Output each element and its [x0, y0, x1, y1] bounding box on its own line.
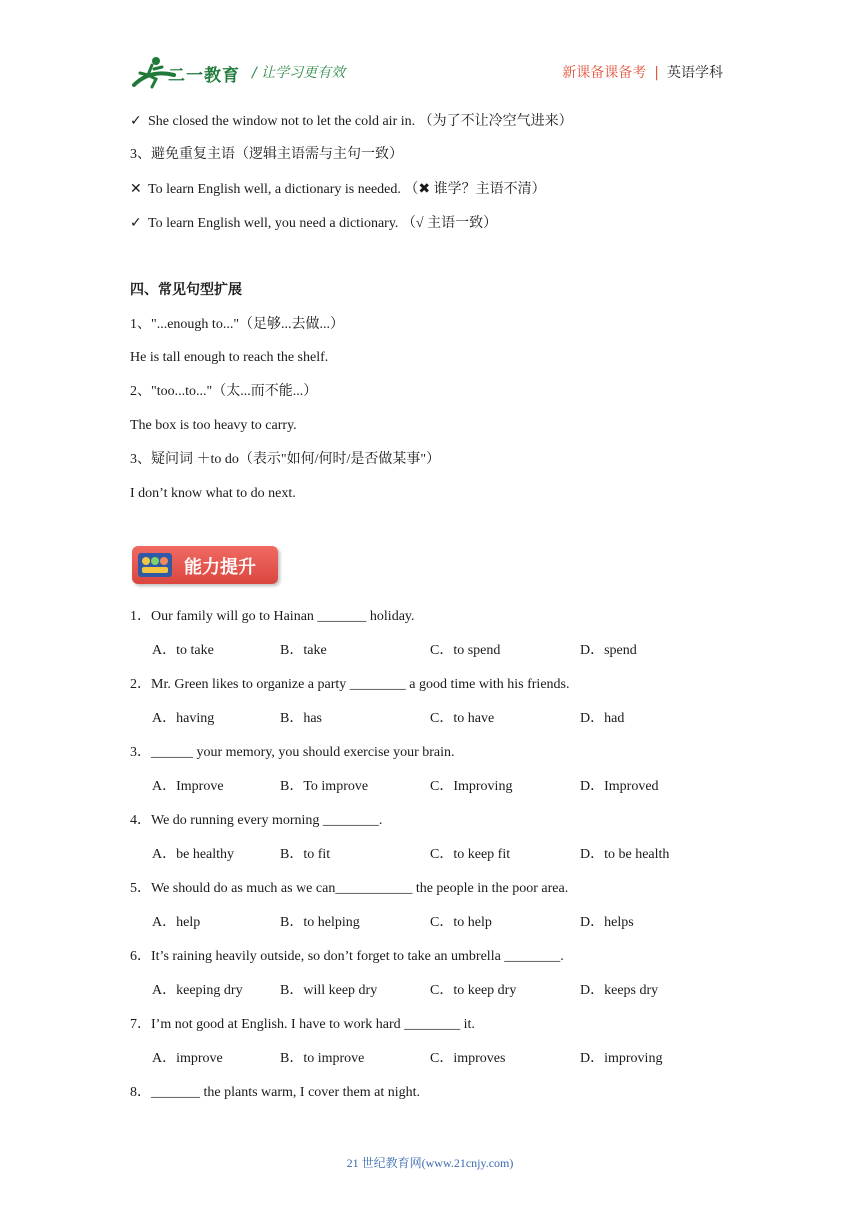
answer-option[interactable]: A．be healthy — [152, 847, 235, 862]
question-stem: 2．Mr. Green likes to organize a party ________ a good time with his friends. — [130, 677, 570, 692]
answer-option[interactable]: D．spend — [580, 643, 637, 658]
answer-option[interactable]: B．To improve — [280, 779, 369, 794]
subject-label: 英语学科 — [667, 65, 723, 81]
page-footer: 21 世纪教育网(www.21cnjy.com) — [346, 1156, 514, 1170]
answer-option[interactable]: A．having — [152, 711, 215, 726]
answer-option[interactable]: D．keeps dry — [580, 983, 659, 998]
answer-option[interactable]: A．improve — [152, 1051, 223, 1066]
answer-option[interactable]: D．had — [580, 711, 625, 726]
answer-option[interactable]: A．Improve — [152, 779, 224, 794]
answer-option[interactable]: A．to take — [152, 643, 214, 658]
example-line: ✓ To learn English well, you need a dictionary. （√ 主语一致） — [130, 215, 498, 231]
answer-option[interactable]: B．has — [280, 711, 322, 726]
check-icon: ✓ — [130, 113, 142, 129]
rule-line: 3、避免重复主语（逻辑主语需与主句一致） — [130, 147, 403, 162]
answer-option[interactable]: C．improves — [430, 1051, 506, 1066]
answer-option[interactable]: B．take — [280, 643, 327, 658]
answer-option[interactable]: D．helps — [580, 915, 634, 930]
question-stem: 6．It’s raining heavily outside, so don’t forget to take an umbrella ________. — [130, 949, 564, 964]
question-stem: 4．We do running every morning ________. — [130, 813, 383, 828]
badge-label: 能力提升 — [184, 557, 256, 578]
header-separator: | — [654, 65, 659, 81]
answer-option[interactable]: A．help — [152, 915, 201, 930]
cross-icon: ✕ — [130, 181, 142, 197]
pattern-line: 1、"...enough to..."（足够...去做...） — [130, 317, 345, 332]
question-stem: 8．_______ the plants warm, I cover them at night. — [130, 1085, 421, 1100]
page-header — [0, 0, 860, 100]
pattern-line: 3、疑问词 ＋to do（表示"如何/何时/是否做某事"） — [130, 452, 441, 467]
ability-badge — [132, 546, 278, 584]
answer-option[interactable]: B．will keep dry — [280, 983, 378, 998]
question-stem: 5．We should do as much as we can___________ the people in the poor area. — [130, 881, 569, 896]
answer-option[interactable]: C．to spend — [430, 643, 501, 658]
section-title: 四、常见句型扩展 — [130, 283, 242, 298]
answer-option[interactable]: D．improving — [580, 1051, 663, 1066]
answer-option[interactable]: C．to keep dry — [430, 983, 517, 998]
example-sentence: He is tall enough to reach the shelf. — [130, 350, 329, 365]
answer-option[interactable]: C．to keep fit — [430, 847, 511, 862]
answer-option[interactable]: B．to fit — [280, 847, 331, 862]
example-line: ✕ To learn English well, a dictionary is needed. （✖ 谁学？主语不清） — [130, 181, 546, 197]
answer-option[interactable]: C．to have — [430, 711, 495, 726]
header-right — [562, 62, 723, 82]
answer-option[interactable]: D．to be health — [580, 847, 670, 862]
slogan: / 让学习更有效 — [252, 65, 346, 81]
example-sentence: The box is too heavy to carry. — [130, 418, 297, 433]
answer-option[interactable]: D．Improved — [580, 779, 659, 794]
answer-option[interactable]: B．to helping — [280, 915, 360, 930]
example-sentence: I don’t know what to do next. — [130, 486, 296, 501]
check-icon: ✓ — [130, 215, 142, 231]
pattern-line: 2、"too...to..."（太...而不能...） — [130, 384, 318, 399]
question-stem: 3．______ your memory, you should exercise your brain. — [130, 745, 455, 760]
question-stem: 1．Our family will go to Hainan _______ holiday. — [130, 609, 415, 624]
logo-text: 二一教育 — [168, 66, 240, 86]
people-icon — [138, 553, 172, 577]
answer-option[interactable]: C．to help — [430, 915, 492, 930]
course-label: 新课备课备考 — [562, 65, 647, 81]
answer-option[interactable]: C．Improving — [430, 779, 513, 794]
answer-option[interactable]: B．to improve — [280, 1051, 365, 1066]
question-stem: 7．I’m not good at English. I have to work hard ________ it. — [130, 1017, 475, 1032]
example-line: ✓ She closed the window not to let the cold air in. （为了不让冷空气进来） — [130, 113, 573, 129]
answer-option[interactable]: A．keeping dry — [152, 983, 243, 998]
